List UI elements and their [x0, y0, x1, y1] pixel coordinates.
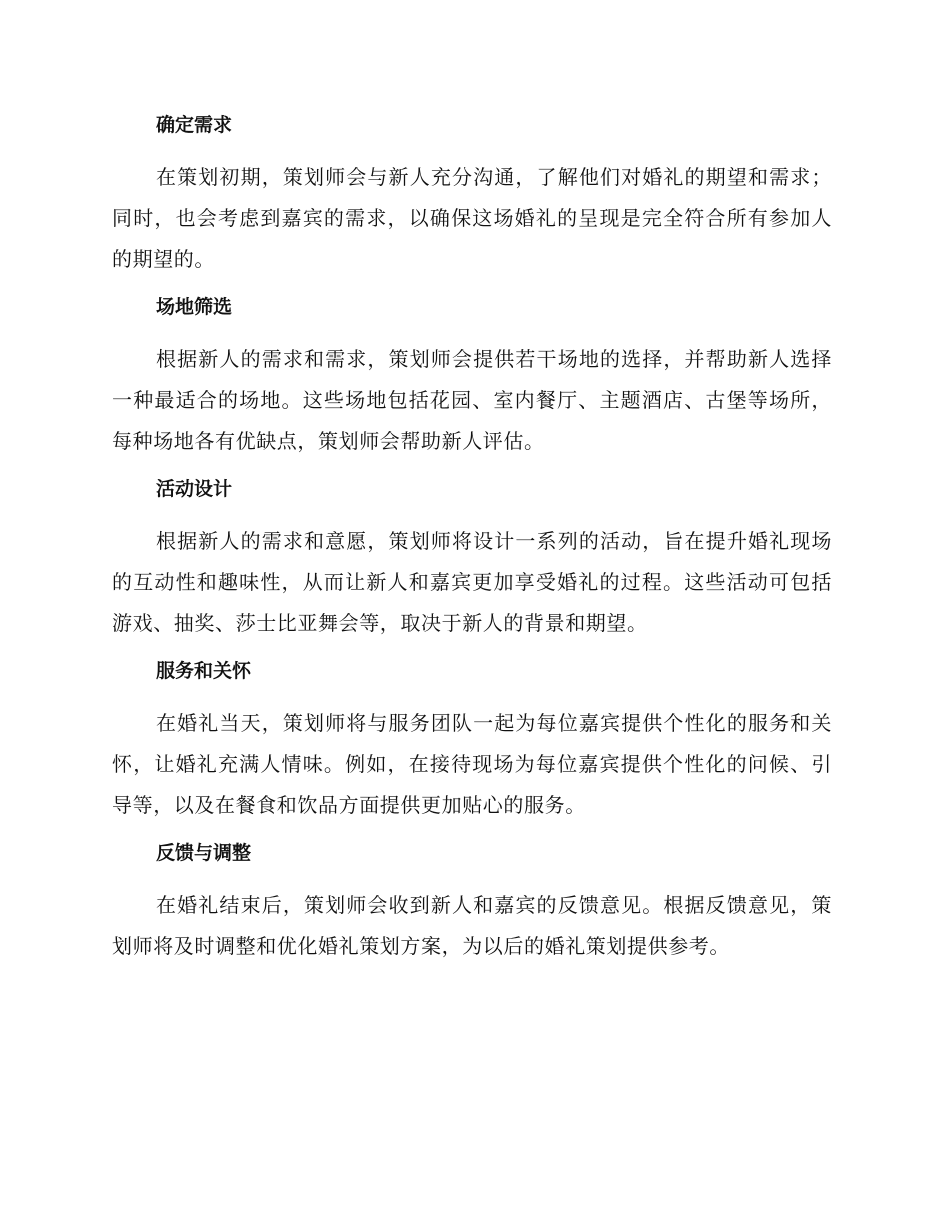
section-paragraph: 在婚礼结束后，策划师会收到新人和嘉宾的反馈意见。根据反馈意见，策划师将及时调整和优化婚礼策划方案，为以后的婚礼策划提供参考。: [112, 893, 832, 958]
section-heading: 服务和关怀: [156, 660, 252, 682]
section-venue: [112, 292, 832, 462]
section-paragraph: 根据新人的需求和意愿，策划师将设计一系列的活动，旨在提升婚礼现场的互动性和趣味性，从而让新人和嘉宾更加享受婚礼的过程。这些活动可包括游戏、抽奖、莎士比亚舞会等，取决于新人的背景和期望。: [112, 529, 832, 635]
section-service: [112, 656, 832, 826]
section-heading: 场地筛选: [156, 296, 233, 318]
section-paragraph: 在婚礼当天，策划师将与服务团队一起为每位嘉宾提供个性化的服务和关怀，让婚礼充满人情味。例如，在接待现场为每位嘉宾提供个性化的问候、引导等，以及在餐食和饮品方面提供更加贴心的服务。: [112, 711, 832, 817]
section-paragraph: 根据新人的需求和需求，策划师会提供若干场地的选择，并帮助新人选择一种最适合的场地。这些场地包括花园、室内餐厅、主题酒店、古堡等场所，每种场地各有优缺点，策划师会帮助新人评估。: [112, 347, 832, 453]
section-requirements: [112, 110, 832, 280]
section-paragraph: 在策划初期，策划师会与新人充分沟通，了解他们对婚礼的期望和需求；同时，也会考虑到嘉宾的需求，以确保这场婚礼的呈现是完全符合所有参加人的期望的。: [112, 165, 832, 271]
section-feedback: [112, 838, 832, 967]
section-heading: 确定需求: [156, 114, 233, 136]
document-page: [112, 110, 832, 979]
section-heading: 反馈与调整: [156, 842, 252, 864]
section-heading: 活动设计: [156, 478, 233, 500]
section-activities: [112, 474, 832, 644]
